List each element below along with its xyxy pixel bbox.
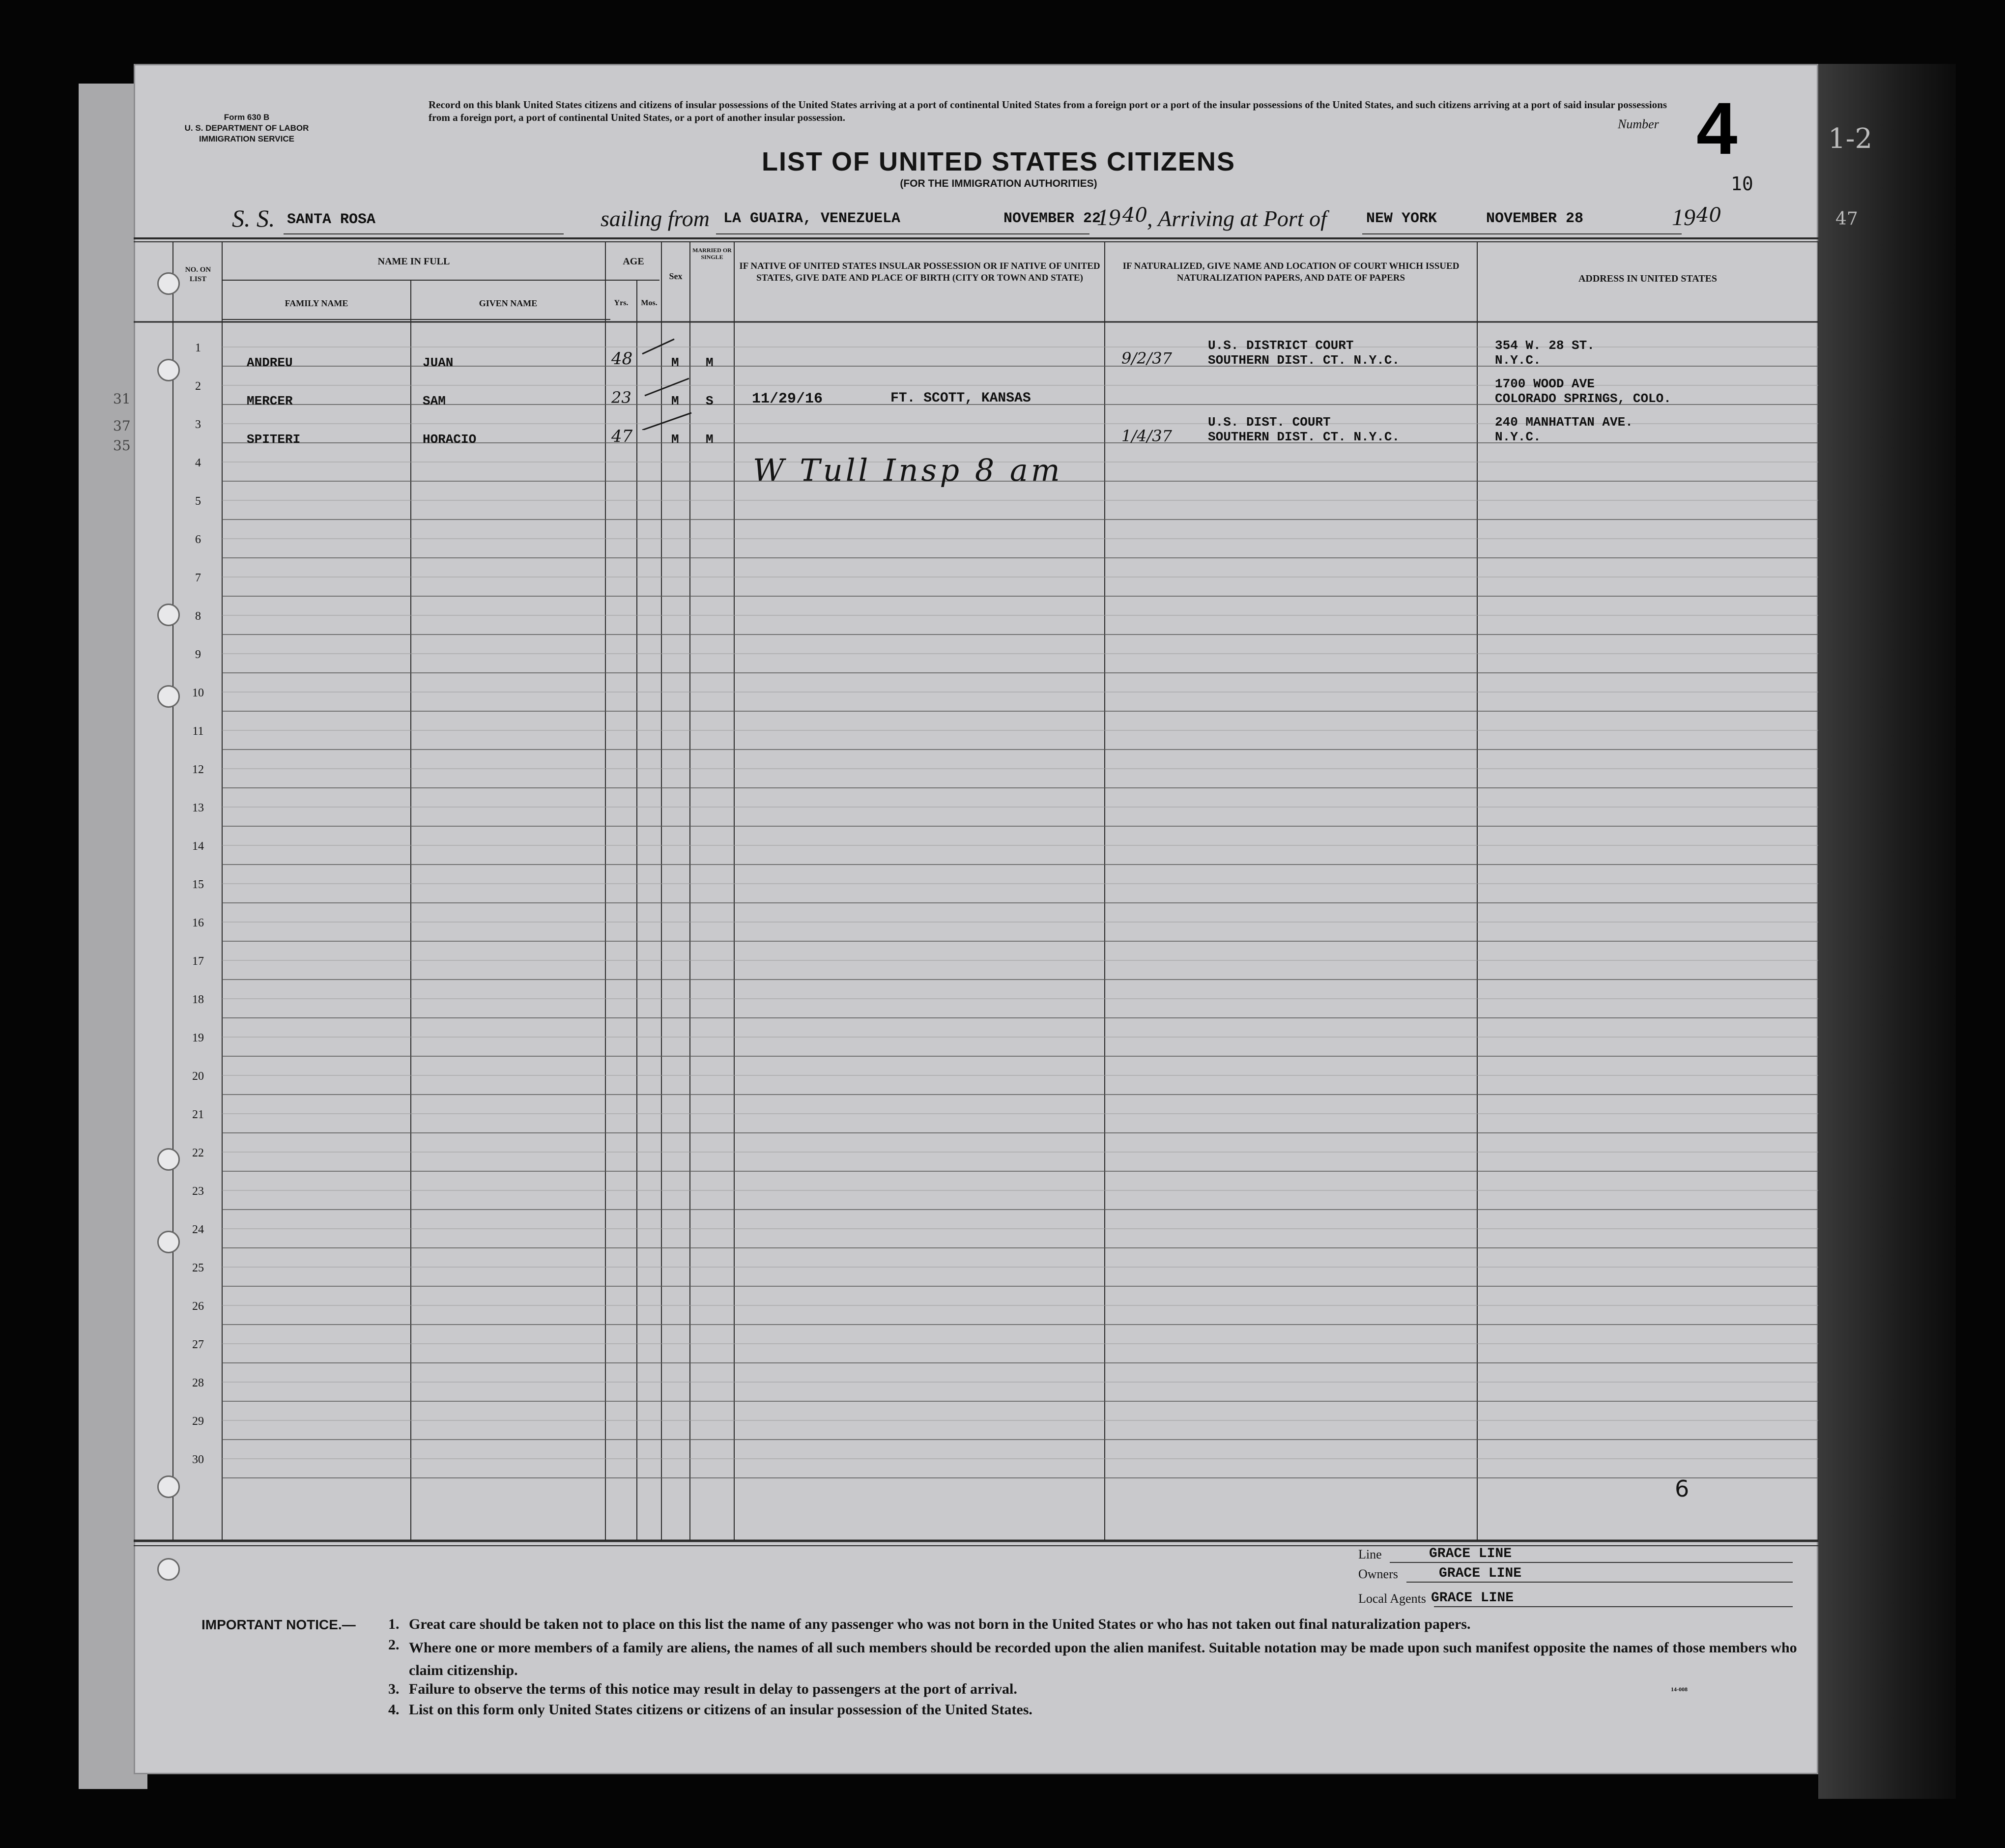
print-code: 14-008 bbox=[1671, 1686, 1688, 1693]
row-number: 4 bbox=[195, 457, 201, 469]
margin-mark-left-1: 31 bbox=[113, 391, 131, 407]
agents-value: GRACE LINE bbox=[1431, 1590, 1514, 1606]
form-subtitle: (FOR THE IMMIGRATION AUTHORITIES) bbox=[900, 178, 1097, 189]
line-underline bbox=[1390, 1562, 1793, 1563]
sex: M bbox=[671, 432, 679, 447]
row-number: 1 bbox=[195, 342, 201, 354]
row-number: 23 bbox=[192, 1185, 204, 1198]
notice-label: IMPORTANT NOTICE.— bbox=[201, 1617, 356, 1632]
arrival-port: NEW YORK bbox=[1366, 210, 1437, 227]
row-number: 9 bbox=[195, 648, 201, 661]
sailing-from-label: sailing from bbox=[601, 206, 710, 231]
row-number: 16 bbox=[192, 917, 204, 929]
sailing-year-prefix: 19 bbox=[1097, 204, 1120, 231]
notice-4-num: 4. bbox=[388, 1702, 400, 1718]
margin-mark-right-top: 1-2 bbox=[1828, 123, 1873, 155]
family-name: SPITERI bbox=[247, 432, 301, 447]
arrival-date: NOVEMBER 28 bbox=[1486, 210, 1584, 227]
arriving-label: , Arriving at Port of bbox=[1147, 206, 1327, 231]
manifest-grid bbox=[134, 64, 1818, 1774]
col-header-naturalized: IF NATURALIZED, GIVE NAME AND LOCATION OF COURT WHICH ISSUED NATURALIZATION PAPERS, AND DATE OF PAPERS bbox=[1122, 261, 1460, 283]
birth-place: FT. SCOTT, KANSAS bbox=[890, 391, 1031, 406]
col-header-given-name: GIVEN NAME bbox=[479, 298, 538, 308]
row-number: 22 bbox=[192, 1147, 204, 1159]
owners-underline bbox=[1406, 1582, 1793, 1583]
col-header-married: MARRIED OR SINGLE bbox=[692, 247, 732, 260]
row-number: 13 bbox=[192, 802, 204, 814]
married-single: M bbox=[706, 355, 714, 370]
row-number: 12 bbox=[192, 763, 204, 776]
sailing-year-handwritten: 40 bbox=[1122, 204, 1147, 227]
binder-hole bbox=[157, 359, 180, 381]
row-number: 17 bbox=[192, 955, 204, 968]
binder-hole bbox=[157, 1475, 180, 1498]
ship-name: SANTA ROSA bbox=[287, 211, 376, 228]
margin-mark-left-2: 37 bbox=[113, 418, 131, 434]
binder-hole bbox=[157, 272, 180, 295]
row-number: 11 bbox=[192, 725, 204, 738]
arrival-year-prefix: 19 bbox=[1672, 204, 1695, 231]
notice-2-num: 2. bbox=[388, 1637, 400, 1653]
married-single: S bbox=[706, 394, 714, 408]
form-title: LIST OF UNITED STATES CITIZENS bbox=[762, 147, 1235, 176]
court-location: SOUTHERN DIST. CT. N.Y.C. bbox=[1208, 353, 1400, 368]
arrival-year-handwritten: 40 bbox=[1696, 204, 1721, 227]
notice-2: Where one or more members of a family are aliens, the names of all such members should be recorded upon the alien manifest. Suitable notation may be made upon such manifest opposite the names of those members who claim citizenship. bbox=[409, 1640, 1797, 1678]
form-number: Form 630 B bbox=[224, 113, 270, 122]
col-header-mos: Mos. bbox=[641, 299, 658, 307]
row-number: 26 bbox=[192, 1300, 204, 1313]
row-number: 25 bbox=[192, 1262, 204, 1274]
back-page-edge bbox=[1818, 64, 1956, 1799]
owners-value: GRACE LINE bbox=[1439, 1566, 1522, 1581]
row-number: 3 bbox=[195, 418, 201, 431]
row-number: 18 bbox=[192, 993, 204, 1006]
row-number: 14 bbox=[192, 840, 204, 853]
inspector-note: W Tull Insp 8 am bbox=[753, 452, 1063, 488]
manifest-number: 4 bbox=[1696, 87, 1738, 170]
row-number: 7 bbox=[195, 572, 201, 584]
col-header-no: NO. ON LIST bbox=[185, 266, 211, 283]
address-line-1: 240 MANHATTAN AVE. bbox=[1495, 415, 1633, 430]
naturalization-date: 9/2/37 bbox=[1121, 349, 1172, 368]
sex: M bbox=[671, 394, 679, 408]
margin-mark-right-count: 47 bbox=[1835, 209, 1858, 229]
row-number: 8 bbox=[195, 610, 201, 623]
col-header-family-name: FAMILY NAME bbox=[285, 298, 348, 308]
row-number: 20 bbox=[192, 1070, 204, 1083]
col-header-address: ADDRESS IN UNITED STATES bbox=[1578, 273, 1718, 284]
sex: M bbox=[671, 355, 679, 370]
binder-hole bbox=[157, 685, 180, 708]
margin-mark-left-3: 35 bbox=[113, 437, 131, 454]
court-location: SOUTHERN DIST. CT. N.Y.C. bbox=[1208, 430, 1400, 444]
court-name: U.S. DIST. COURT bbox=[1208, 415, 1331, 430]
notice-3-num: 3. bbox=[388, 1681, 400, 1697]
binder-hole bbox=[157, 604, 180, 626]
birth-date: 11/29/16 bbox=[752, 391, 823, 407]
department: U. S. DEPARTMENT OF LABOR bbox=[184, 123, 309, 133]
family-name: MERCER bbox=[247, 394, 293, 408]
address-line-2: COLORADO SPRINGS, COLO. bbox=[1495, 391, 1671, 406]
col-header-sex: Sex bbox=[669, 271, 683, 281]
notice-1-num: 1. bbox=[388, 1616, 400, 1632]
row-number: 10 bbox=[192, 687, 204, 699]
line-label: Line bbox=[1358, 1547, 1382, 1561]
given-name: HORACIO bbox=[423, 432, 477, 447]
row-number: 29 bbox=[192, 1415, 204, 1428]
number-label: Number bbox=[1618, 117, 1659, 131]
row-number: 2 bbox=[195, 380, 201, 393]
age-years: 23 bbox=[611, 388, 631, 407]
given-name: JUAN bbox=[423, 355, 454, 370]
form-instructions: Record on this blank United States citizens and citizens of insular possessions of the United States arriving at a port of continental United States from a foreign port or a port of the insular possessions of the United States, and such citizens arriving at a port of said insular possessions from a foreign port, a port of continental United States, or a port of another insular possession. bbox=[429, 99, 1667, 123]
notice-3: Failure to observe the terms of this notice may result in delay to passengers at the port of arrival. bbox=[409, 1681, 1017, 1697]
agents-underline bbox=[1434, 1606, 1793, 1607]
owners-label: Owners bbox=[1358, 1567, 1398, 1581]
notice-4: List on this form only United States citizens or citizens of an insular possession of the United States. bbox=[409, 1702, 1032, 1718]
row-number: 6 bbox=[195, 533, 201, 546]
binder-hole bbox=[157, 1558, 180, 1581]
row-number: 15 bbox=[192, 878, 204, 891]
address-line-1: 354 W. 28 ST. bbox=[1495, 338, 1595, 353]
line-value: GRACE LINE bbox=[1429, 1546, 1512, 1561]
ss-label: S. S. bbox=[232, 204, 275, 232]
row-number: 21 bbox=[192, 1108, 204, 1121]
given-name: SAM bbox=[423, 394, 446, 408]
binder-hole bbox=[157, 1148, 180, 1171]
col-header-age: AGE bbox=[623, 256, 644, 267]
row-number: 27 bbox=[192, 1338, 204, 1351]
married-single: M bbox=[706, 432, 714, 447]
agents-label: Local Agents bbox=[1358, 1591, 1426, 1606]
departure-port: LA GUAIRA, VENEZUELA bbox=[723, 210, 901, 227]
col-header-name-in-full: NAME IN FULL bbox=[377, 256, 450, 267]
col-header-yrs: Yrs. bbox=[614, 299, 629, 307]
row-number: 30 bbox=[192, 1453, 204, 1466]
row-number: 28 bbox=[192, 1377, 204, 1389]
sailing-date: NOVEMBER 22 bbox=[1003, 210, 1101, 227]
address-line-1: 1700 WOOD AVE bbox=[1495, 376, 1595, 391]
row-number: 19 bbox=[192, 1032, 204, 1044]
manifest-page bbox=[134, 64, 1818, 1774]
row-number: 5 bbox=[195, 495, 201, 508]
address-line-2: N.Y.C. bbox=[1495, 353, 1541, 368]
binder-hole bbox=[157, 1231, 180, 1253]
address-line-2: N.Y.C. bbox=[1495, 430, 1541, 444]
age-years: 48 bbox=[611, 349, 633, 369]
naturalization-date: 1/4/37 bbox=[1121, 427, 1172, 445]
col-header-birth: IF NATIVE OF UNITED STATES INSULAR POSSESSION OR IF NATIVE OF UNITED STATES, GIVE DATE AND PLACE OF BIRTH (CITY OR TOWN AND STATE) bbox=[739, 261, 1100, 283]
total-count: 6 bbox=[1675, 1475, 1690, 1502]
service: IMMIGRATION SERVICE bbox=[199, 134, 294, 144]
notice-1: Great care should be taken not to place on this list the name of any passenger who was not born in the United States or who has not taken out final naturalization papers. bbox=[409, 1616, 1471, 1632]
checkmark-strokes bbox=[640, 332, 738, 430]
court-name: U.S. DISTRICT COURT bbox=[1208, 338, 1354, 353]
family-name: ANDREU bbox=[247, 355, 293, 370]
stamp-number: 10 bbox=[1731, 173, 1753, 195]
row-number: 24 bbox=[192, 1223, 204, 1236]
age-years: 47 bbox=[611, 427, 633, 446]
